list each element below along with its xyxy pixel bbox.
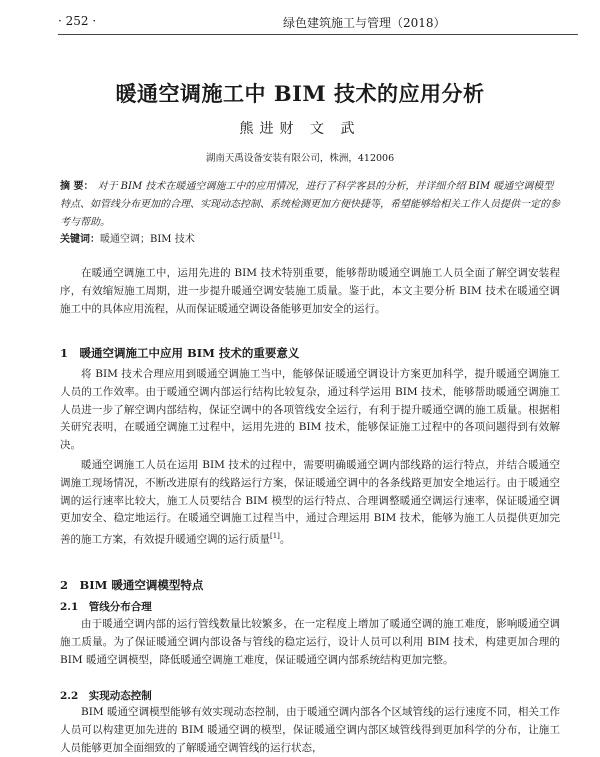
section-1-heading: 1 暖通空调施工中应用 BIM 技术的重要意义 (60, 346, 300, 360)
citation-marker: [1] (270, 532, 280, 541)
keywords (60, 233, 560, 247)
abstract-text: 对于 BIM 技术在暖通空调施工中的应用情况，进行了科学客县的分析，并详细介绍 BIM 暖通空调模型特点、如管线分布更加的合理、实现动态控制、系统检测更加方便快捷等，希望能够给相关工作人员提供一定的参考与帮助。 (60, 181, 560, 228)
subsection-2-2-heading: 2.2 实现动态控制 (60, 690, 152, 702)
intro-paragraph: 在暖通空调施工中，运用先进的 BIM 技术特别重要，能够帮助暖通空调施工人员全面了解空调安装程序，有效缩短施工周期，进一步提升暖通空调安装施工质量。鉴于此，本文主要分析 BIM 技术在暖通空调施工中的具体应用流程，从而保证暖通空调设备能够更加安全的运行。 (60, 267, 560, 315)
article-authors: 熊进财 文 武 (239, 121, 361, 137)
journal-name: 绿色建筑施工与管理（2018） (283, 16, 446, 30)
abstract (60, 178, 560, 232)
abstract-label: 摘 要： (60, 181, 94, 192)
author-affiliation: 湖南天禹设备安装有限公司，株洲，412006 (205, 153, 395, 164)
paragraph-end-punctuation: 。 (279, 533, 291, 546)
keywords-text: 暖通空调；BIM 技术 (100, 234, 195, 245)
keywords-label: 关键词： (60, 234, 100, 245)
section-1-paragraph-1: 将 BIM 技术合理应用到暖通空调施工当中，能够保证暖通空调设计方案更加科学，提升暖通空调施工人员的工作效率。由于暖通空调内部运行结构比较复杂，通过科学运用 BIM 技术，能够帮助暖通空调施工人员进一步了解空调内部结构，保证空调中的各项管线安全运行，有利于提升暖通空调的施工质量。根据相关研究表明，在暖通空调施工过程中，运用先进的 BIM 技术，能够保证施工过程中的各项问题得到有效解决。 (60, 368, 560, 452)
subsection-2-1-paragraph: 由于暖通空调内部的运行管线数量比较繁多，在一定程度上增加了暖通空调的施工难度，影响暖通空调施工质量。为了保证暖通空调内部设备与管线的稳定运行，设计人员可以利用 BIM 技术，构建更加合理的 BIM 暖通空调模型，降低暖通空调施工难度，保证暖通空调内部系统结构更加完整。 (60, 618, 560, 666)
section-2-heading: 2 BIM 暖通空调模型特点 (60, 578, 204, 592)
subsection-2-1-heading: 2.1 管线分布合理 (60, 601, 152, 613)
section-1-paragraph-2-text: 暖通空调施工人员在运用 BIM 技术的过程中，需要明确暖通空调内部线路的运行特点，并结合暖通空调施工现场情况，不断改进原有的线路运行方案，保证暖通空调中的各条线路更加安全地运行。由于暖通空调的运行速率比较大，施工人员要结合 BIM 模型的运行特点、合理调整暖通空调运行速率，保证暖通空调更加安全、稳定地运行。在暖通空调施工过程当中，通过合理运用 BIM 技术，能够为施工人员提供更加完善的施工方案，有效提升暖通空调的运行质量 (60, 459, 560, 546)
running-header (58, 8, 578, 35)
subsection-2-2-paragraph: BIM 暖通空调模型能够有效实现动态控制，由于暖通空调内部各个区域管线的运行速度不同，相关工作人员可以构建更加先进的 BIM 暖通空调的模型，保证暖通空调内部区域管线得到更加科学的分布，让施工人员能够更加全面细致的了解暖通空调管线的运行状态， (60, 706, 560, 754)
article-title: 暖通空调施工中 BIM 技术的应用分析 (115, 81, 485, 106)
page-number: · 252 · (58, 14, 97, 28)
section-1-paragraph-2 (60, 457, 560, 549)
